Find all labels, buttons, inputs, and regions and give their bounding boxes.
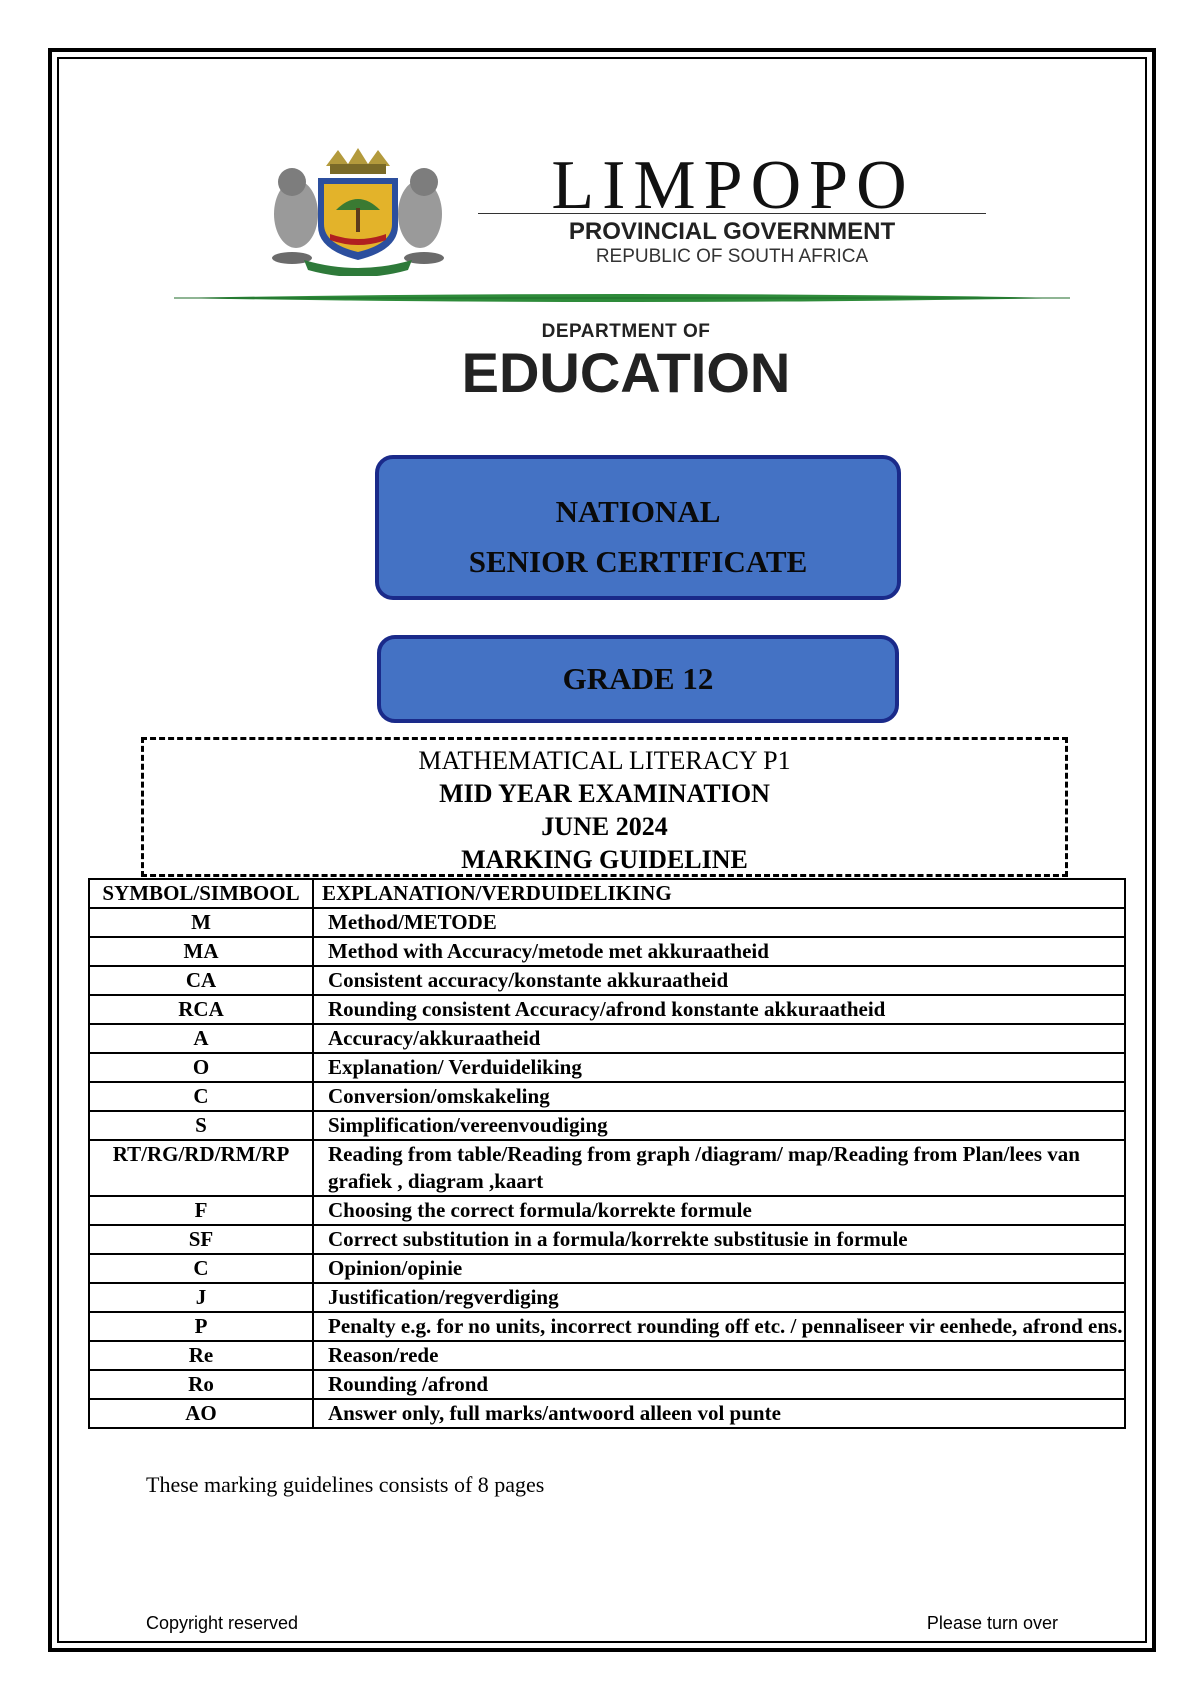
table-row <box>89 1370 1125 1399</box>
table-row <box>89 937 1125 966</box>
wordmark-divider <box>478 213 986 214</box>
explanation-column-header: EXPLANATION/VERDUIDELIKING <box>313 879 1125 908</box>
page-count-note: These marking guidelines consists of 8 pages <box>146 1472 545 1497</box>
coat-of-arms-icon <box>256 148 460 276</box>
symbol-cell: M <box>89 908 313 937</box>
table-row <box>89 1053 1125 1082</box>
nsc-banner <box>375 455 901 600</box>
table-row <box>89 1140 1125 1196</box>
symbol-cell: A <box>89 1024 313 1053</box>
education-title: EDUCATION <box>461 341 791 404</box>
table-row <box>89 908 1125 937</box>
table-row <box>89 1111 1125 1140</box>
explanation-cell: Rounding /afrond <box>313 1370 1125 1399</box>
symbol-cell: S <box>89 1111 313 1140</box>
grade-banner <box>377 635 899 723</box>
explanation-cell: Accuracy/akkuraatheid <box>313 1024 1125 1053</box>
symbol-cell: O <box>89 1053 313 1082</box>
table-row <box>89 1312 1125 1341</box>
symbol-cell: SF <box>89 1225 313 1254</box>
symbol-cell: AO <box>89 1399 313 1428</box>
department-of-label: DEPARTMENT OF <box>541 321 711 342</box>
symbol-cell: P <box>89 1312 313 1341</box>
table-row <box>89 1254 1125 1283</box>
explanation-cell: Explanation/ Verduideliking <box>313 1053 1125 1082</box>
table-header-row <box>89 879 1125 908</box>
symbol-cell: MA <box>89 937 313 966</box>
explanation-cell: Method/METODE <box>313 908 1125 937</box>
table-row <box>89 966 1125 995</box>
footer-copyright: Copyright reserved <box>146 1613 299 1633</box>
table-row <box>89 1283 1125 1312</box>
explanation-cell: Method with Accuracy/metode met akkuraatheid <box>313 937 1125 966</box>
symbol-cell: F <box>89 1196 313 1225</box>
explanation-cell: Reading from table/Reading from graph /diagram/ map/Reading from Plan/lees van grafiek , diagram ,kaart <box>313 1140 1125 1196</box>
provincial-government-label: PROVINCIAL GOVERNMENT <box>568 218 896 245</box>
symbol-cell: RT/RG/RD/RM/RP <box>89 1140 313 1196</box>
explanation-cell: Rounding consistent Accuracy/afrond konstante akkuraatheid <box>313 995 1125 1024</box>
symbol-legend-table <box>88 878 1126 1429</box>
symbol-cell: Ro <box>89 1370 313 1399</box>
grade-label: GRADE 12 <box>562 661 714 696</box>
explanation-cell: Penalty e.g. for no units, incorrect rounding off etc. / pennaliseer vir eenhede, afrond ens. <box>313 1312 1125 1341</box>
explanation-cell: Correct substitution in a formula/korrekte substitusie in formule <box>313 1225 1125 1254</box>
table-row <box>89 1082 1125 1111</box>
explanation-cell: Conversion/omskakeling <box>313 1082 1125 1111</box>
explanation-cell: Consistent accuracy/konstante akkuraatheid <box>313 966 1125 995</box>
nsc-line-1: NATIONAL <box>555 494 721 529</box>
limpopo-wordmark: LIMPOPO <box>551 147 915 224</box>
table-row <box>89 1341 1125 1370</box>
exam-name: MID YEAR EXAMINATION <box>439 779 770 808</box>
symbol-cell: RCA <box>89 995 313 1024</box>
table-row <box>89 1196 1125 1225</box>
explanation-cell: Opinion/opinie <box>313 1254 1125 1283</box>
explanation-cell: Answer only, full marks/antwoord alleen vol punte <box>313 1399 1125 1428</box>
symbol-cell: C <box>89 1254 313 1283</box>
green-swoosh-divider <box>174 290 1070 306</box>
nsc-line-2: SENIOR CERTIFICATE <box>468 544 808 579</box>
symbol-cell: J <box>89 1283 313 1312</box>
explanation-cell: Justification/regverdiging <box>313 1283 1125 1312</box>
footer-turn-over: Please turn over <box>926 1613 1058 1633</box>
table-row <box>89 1024 1125 1053</box>
explanation-cell: Choosing the correct formula/korrekte formule <box>313 1196 1125 1225</box>
republic-label: REPUBLIC OF SOUTH AFRICA <box>595 246 869 267</box>
symbol-cell: C <box>89 1082 313 1111</box>
symbol-column-header: SYMBOL/SIMBOOL <box>89 879 313 908</box>
explanation-cell: Simplification/vereenvoudiging <box>313 1111 1125 1140</box>
table-row <box>89 995 1125 1024</box>
table-row <box>89 1399 1125 1428</box>
symbol-cell: CA <box>89 966 313 995</box>
table-row <box>89 1225 1125 1254</box>
exam-title-box <box>141 737 1068 877</box>
explanation-cell: Reason/rede <box>313 1341 1125 1370</box>
symbol-cell: Re <box>89 1341 313 1370</box>
exam-date: JUNE 2024 <box>541 812 668 841</box>
subject-title: MATHEMATICAL LITERACY P1 <box>418 746 791 775</box>
document-type: MARKING GUIDELINE <box>461 845 748 874</box>
